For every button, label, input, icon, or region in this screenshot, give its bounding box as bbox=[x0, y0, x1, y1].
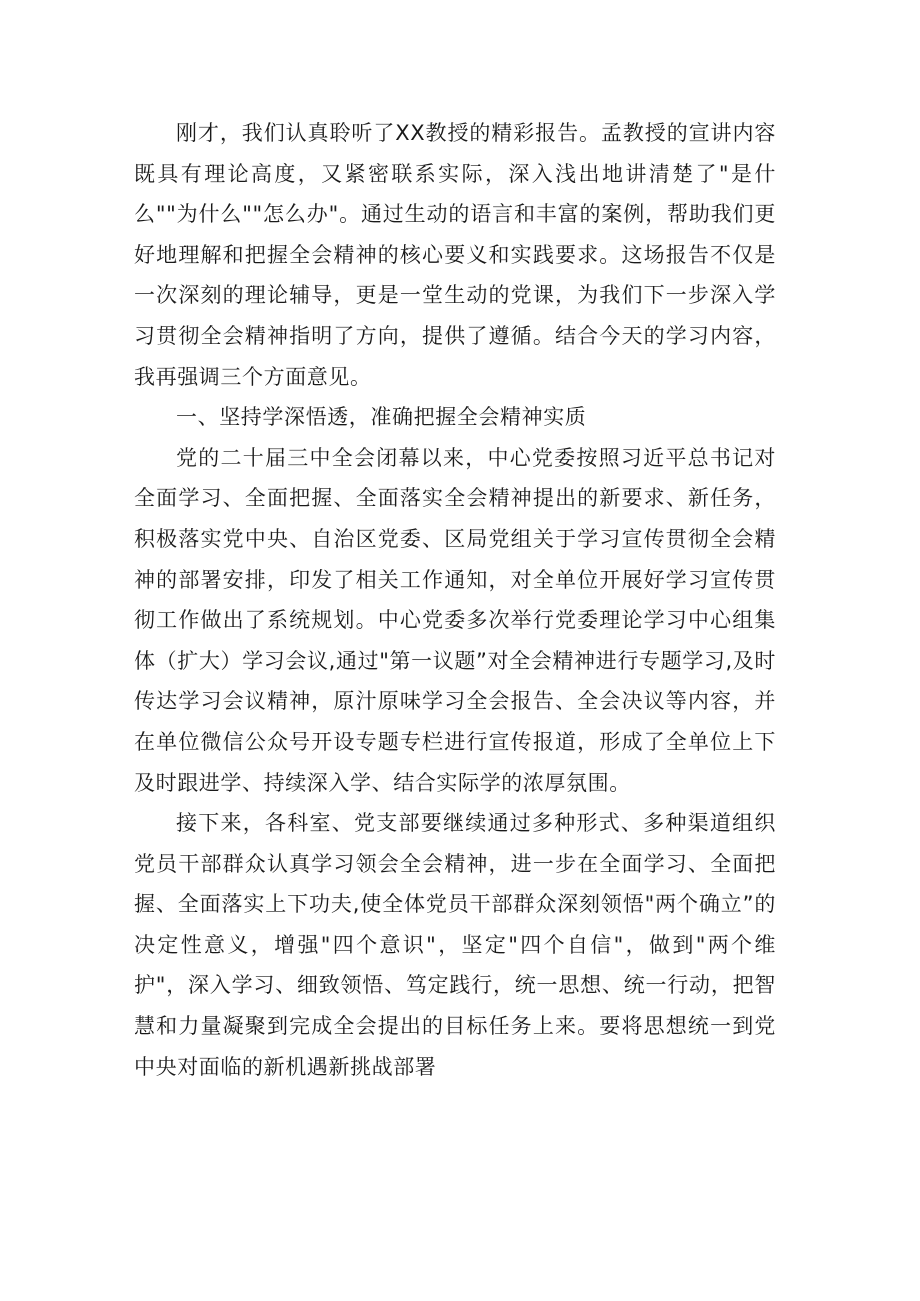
section-1-paragraph-2: 接下来，各科室、党支部要继续通过多种形式、多种渠道组织党员干部群众认真学习领会全会精神，进一步在全面学习、全面把握、全面落实上下功夫,使全体党员干部群众深刻领悟"两个确立”的决定性意义，增强"四个意识"，坚定"四个自信"，做到"两个维护"，深入学习、细致领悟、笃定践行，统一思想、统一行动，把智慧和力量凝聚到完成全会提出的目标任务上来。要将思想统一到党中央对面临的新机遇新挑战部署 bbox=[134, 811, 776, 1079]
document-body bbox=[134, 113, 776, 1087]
section-heading-1: 一、坚持学深悟透，准确把握全会精神实质 bbox=[176, 405, 587, 430]
intro-paragraph: 刚才，我们认真聆听了XX教授的精彩报告。孟教授的宣讲内容既具有理论高度，又紧密联系实际，深入浅出地讲清楚了"是什么""为什么""怎么办"。通过生动的语言和丰富的案例，帮助我们更好地理解和把握全会精神的核心要义和实践要求。这场报告不仅是一次深刻的理论辅导，更是一堂生动的党课，为我们下一步深入学习贯彻全会精神指明了方向，提供了遵循。结合今天的学习内容，我再强调三个方面意见。 bbox=[134, 121, 776, 389]
section-1-paragraph-1: 党的二十届三中全会闭幕以来，中心党委按照习近平总书记对全面学习、全面把握、全面落实全会精神提出的新要求、新任务，积极落实党中央、自治区党委、区局党组关于学习宣传贯彻全会精神的部署安排，印发了相关工作通知，对全单位开展好学习宣传贯彻工作做出了系统规划。中心党委多次举行党委理论学习中心组集体（扩大）学习会议,通过"第一议题”对全会精神进行专题学习,及时传达学习会议精神，原汁原味学习全会报告、全会决议等内容，并在单位微信公众号开设专题专栏进行宣传报道，形成了全单位上下及时跟进学、持续深入学、结合实际学的浓厚氛围。 bbox=[134, 445, 776, 795]
